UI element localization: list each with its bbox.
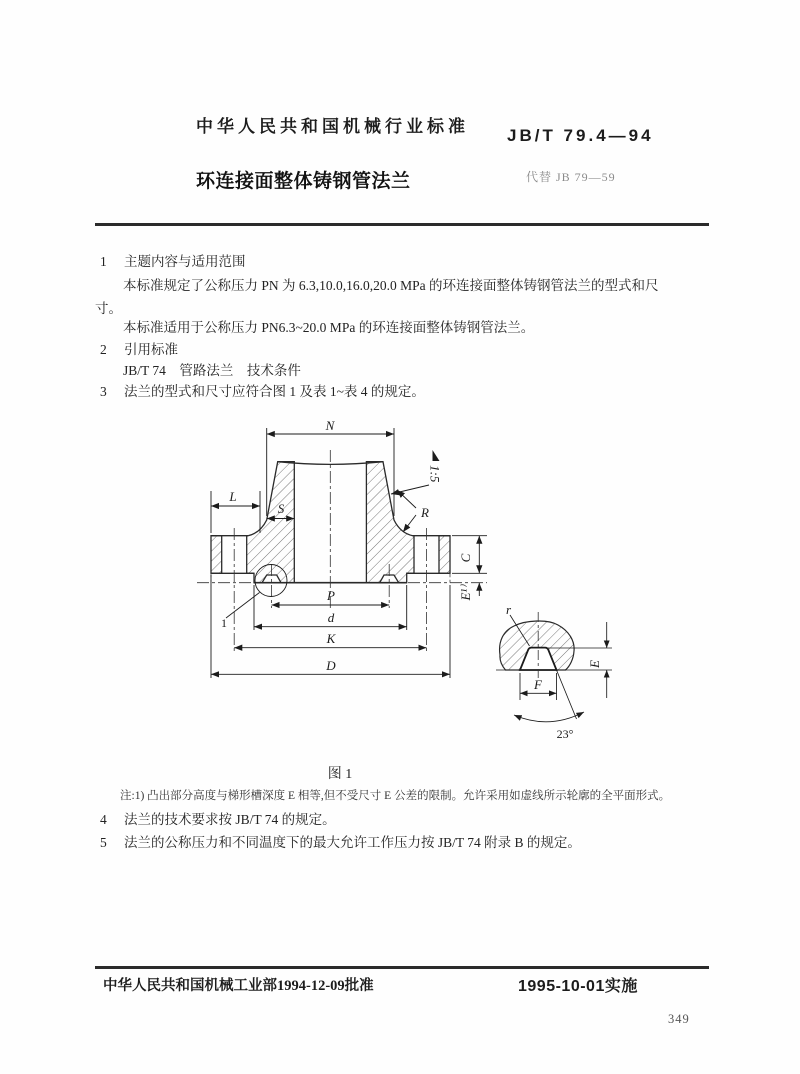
dim-label-P: P [327,588,335,603]
standard-code: JB/T 79.4—94 [507,126,654,145]
dim-label-E-detail: E [587,660,602,668]
dim-label-r: r [506,602,512,617]
page-number: 349 [668,1012,690,1026]
section-4-number: 4 [100,812,107,827]
dim-label-d: d [327,610,335,625]
section-1-number: 1 [100,254,107,269]
page-title: 环连接面整体铸钢管法兰 [196,171,411,192]
flange-technical-drawing [90,412,710,760]
effective-date: 1995-10-01实施 [518,978,638,995]
dim-label-R: R [421,505,429,520]
section-2-number: 2 [100,342,107,357]
section-1-heading [100,250,246,270]
section-3-number: 3 [100,384,107,399]
dim-label-D: D [326,658,336,673]
section-1-paragraph-line1: 本标准规定了公称压力 PN 为 6.3,10.0,16.0,20.0 MPa 的环连接面整体铸钢管法兰的型式和尺 [123,278,659,293]
approval-statement: 中华人民共和国机械工业部1994-12-09批准 [103,978,374,994]
section-2-reference: JB/T 74 管路法兰 技术条件 [123,363,301,378]
section-5-text: 法兰的公称压力和不同温度下的最大允许工作压力按 JB/T 74 附录 B 的规定。 [124,835,581,850]
section-3-text: 法兰的型式和尺寸应符合图 1 及表 1~表 4 的规定。 [124,384,425,399]
section-4-text: 法兰的技术要求按 JB/T 74 的规定。 [124,812,336,827]
header-rule [95,223,709,226]
angle-label: 23° [556,727,574,741]
dim-label-N: N [325,418,335,433]
dim-label-E-main: E¹⁾ [458,585,473,601]
section-5-heading [100,831,581,851]
dim-label-K: K [326,631,336,646]
figure-caption: 图 1 [327,767,353,782]
section-2-heading [100,338,178,358]
section-3-heading [100,380,425,400]
right-outer-ring-section [439,536,450,574]
section-1-title: 主题内容与适用范围 [124,254,246,269]
section-2-title: 引用标准 [124,342,178,357]
detail-reference-label: 1 [221,616,227,630]
right-web-hub-section [366,462,414,583]
dim-label-S: S [277,501,285,516]
dim-label-C: C [458,553,473,563]
section-1-paragraph-line2: 寸。 [95,301,122,316]
footer-rule [95,966,709,969]
left-outer-ring-section [211,536,222,574]
section-1-paragraph2: 本标准适用于公称压力 PN6.3~20.0 MPa 的环连接面整体铸钢管法兰。 [123,320,535,335]
figure-note: 注:1) 凸出部分高度与梯形槽深度 E 相等,但不受尺寸 E 公差的限制。允许采用如虚线所示轮廓的全平面形式。 [120,790,671,802]
issuing-org-heading: 中华人民共和国机械行业标准 [196,117,469,136]
supersedes-note: 代替 JB 79—59 [526,170,616,184]
taper-symbol [428,450,443,483]
dim-label-L: L [229,489,237,504]
section-4-heading [100,808,336,828]
section-5-number: 5 [100,835,107,850]
dim-label-taper: 1:5 [427,465,443,483]
dim-label-F: F [534,677,542,692]
